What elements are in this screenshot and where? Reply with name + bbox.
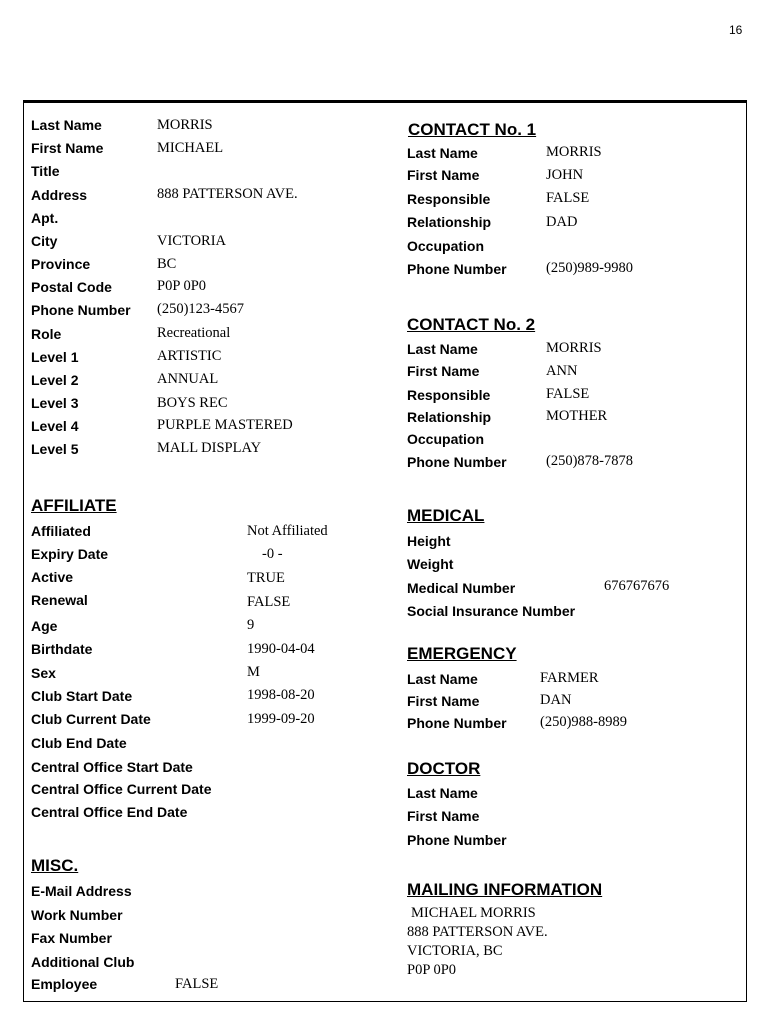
mailing-line-city-province: VICTORIA, BC bbox=[407, 943, 503, 959]
contact2-label-last-name: Last Name bbox=[407, 341, 478, 357]
contact2-label-relationship: Relationship bbox=[407, 409, 492, 425]
member-label-level-4: Level 4 bbox=[31, 418, 79, 434]
contact1-label-responsible: Responsible bbox=[407, 191, 491, 207]
contact2-value-first-name: ANN bbox=[546, 363, 578, 379]
member-label-role: Role bbox=[31, 326, 62, 342]
emergency-label-phone-number: Phone Number bbox=[407, 715, 507, 731]
member-label-level-2: Level 2 bbox=[31, 372, 79, 388]
contact1-label-occupation: Occupation bbox=[407, 238, 485, 254]
mailing-line-street: 888 PATTERSON AVE. bbox=[407, 924, 548, 940]
affiliate-label-central-office-end-date: Central Office End Date bbox=[31, 804, 188, 820]
frame-right-border bbox=[746, 100, 747, 1002]
member-label-title: Title bbox=[31, 163, 60, 179]
misc-label-fax-number: Fax Number bbox=[31, 930, 112, 946]
misc-heading: MISC. bbox=[31, 856, 79, 875]
emergency-label-last-name: Last Name bbox=[407, 671, 478, 687]
member-label-level-1: Level 1 bbox=[31, 349, 79, 365]
contact1-value-responsible: FALSE bbox=[546, 190, 590, 206]
doctor-label-last-name: Last Name bbox=[407, 785, 478, 801]
misc-label-additional-club: Additional Club bbox=[31, 954, 135, 970]
affiliate-label-active: Active bbox=[31, 569, 74, 585]
member-label-address: Address bbox=[31, 187, 88, 203]
contact1-value-last-name: MORRIS bbox=[546, 144, 602, 160]
frame-top-border bbox=[23, 100, 747, 103]
member-value-address: 888 PATTERSON AVE. bbox=[157, 186, 298, 202]
member-value-level-3: BOYS REC bbox=[157, 395, 228, 411]
emergency-heading: EMERGENCY bbox=[407, 644, 517, 663]
contact2-label-first-name: First Name bbox=[407, 363, 480, 379]
mailing-line-name: MICHAEL MORRIS bbox=[411, 905, 536, 921]
contact2-value-relationship: MOTHER bbox=[546, 408, 608, 424]
affiliate-heading: AFFILIATE bbox=[31, 496, 117, 515]
medical-label-height: Height bbox=[407, 533, 451, 549]
contact2-heading: CONTACT No. 2 bbox=[407, 315, 536, 334]
emergency-value-phone-number: (250)988-8989 bbox=[540, 714, 627, 730]
member-value-phone-number: (250)123-4567 bbox=[157, 301, 244, 317]
affiliate-label-expiry-date: Expiry Date bbox=[31, 546, 109, 562]
medical-heading: MEDICAL bbox=[407, 506, 485, 525]
contact1-heading: CONTACT No. 1 bbox=[408, 120, 537, 139]
affiliate-label-birthdate: Birthdate bbox=[31, 641, 93, 657]
member-label-level-3: Level 3 bbox=[31, 395, 79, 411]
mailing-heading: MAILING INFORMATION bbox=[407, 880, 603, 899]
affiliate-value-birthdate: 1990-04-04 bbox=[247, 641, 315, 657]
page-number: 16 bbox=[729, 23, 743, 37]
affiliate-label-club-start-date: Club Start Date bbox=[31, 688, 133, 704]
doctor-label-first-name: First Name bbox=[407, 808, 480, 824]
member-value-province: BC bbox=[157, 256, 177, 272]
affiliate-label-renewal: Renewal bbox=[31, 592, 88, 608]
member-value-level-4: PURPLE MASTERED bbox=[157, 417, 293, 433]
affiliate-label-age: Age bbox=[31, 618, 58, 634]
affiliate-value-renewal: FALSE bbox=[247, 594, 291, 610]
frame-left-border bbox=[23, 100, 24, 1002]
affiliate-label-central-office-current-date: Central Office Current Date bbox=[31, 781, 212, 797]
member-value-role: Recreational bbox=[157, 325, 231, 341]
contact1-label-relationship: Relationship bbox=[407, 214, 492, 230]
emergency-value-first-name: DAN bbox=[540, 692, 572, 708]
contact1-value-relationship: DAD bbox=[546, 214, 578, 230]
medical-label-weight: Weight bbox=[407, 556, 454, 572]
affiliate-label-sex: Sex bbox=[31, 665, 56, 681]
contact2-label-responsible: Responsible bbox=[407, 387, 491, 403]
affiliate-value-active: TRUE bbox=[247, 570, 285, 586]
misc-value-employee: FALSE bbox=[175, 976, 219, 992]
affiliate-label-club-current-date: Club Current Date bbox=[31, 711, 151, 727]
member-value-first-name: MICHAEL bbox=[157, 140, 224, 156]
emergency-value-last-name: FARMER bbox=[540, 670, 599, 686]
affiliate-value-club-start-date: 1998-08-20 bbox=[247, 687, 315, 703]
affiliate-value-age: 9 bbox=[247, 617, 255, 633]
member-label-phone-number: Phone Number bbox=[31, 302, 131, 318]
member-label-first-name: First Name bbox=[31, 140, 104, 156]
misc-label-email-address: E-Mail Address bbox=[31, 883, 132, 899]
member-value-level-1: ARTISTIC bbox=[157, 348, 222, 364]
contact2-value-phone-number: (250)878-7878 bbox=[546, 453, 633, 469]
medical-label-social-insurance-number: Social Insurance Number bbox=[407, 603, 576, 619]
misc-label-employee: Employee bbox=[31, 976, 98, 992]
medical-value-medical-number: 676767676 bbox=[604, 578, 670, 594]
contact1-value-phone-number: (250)989-9980 bbox=[546, 260, 633, 276]
affiliate-value-expiry-date: -0 - bbox=[262, 546, 283, 562]
member-label-city: City bbox=[31, 233, 58, 249]
affiliate-label-affiliated: Affiliated bbox=[31, 523, 91, 539]
affiliate-value-club-current-date: 1999-09-20 bbox=[247, 711, 315, 727]
member-value-city: VICTORIA bbox=[157, 233, 227, 249]
member-value-postal-code: P0P 0P0 bbox=[157, 278, 207, 294]
affiliate-label-central-office-start-date: Central Office Start Date bbox=[31, 759, 193, 775]
contact1-label-first-name: First Name bbox=[407, 167, 480, 183]
member-label-last-name: Last Name bbox=[31, 117, 102, 133]
member-label-level-5: Level 5 bbox=[31, 441, 79, 457]
contact1-value-first-name: JOHN bbox=[546, 167, 584, 183]
doctor-heading: DOCTOR bbox=[407, 759, 481, 778]
member-label-apt: Apt. bbox=[31, 210, 59, 226]
emergency-label-first-name: First Name bbox=[407, 693, 480, 709]
frame-bottom-border bbox=[23, 1001, 747, 1002]
affiliate-value-sex: M bbox=[247, 664, 260, 680]
doctor-label-phone-number: Phone Number bbox=[407, 832, 507, 848]
contact2-label-occupation: Occupation bbox=[407, 431, 485, 447]
misc-label-work-number: Work Number bbox=[31, 907, 123, 923]
member-label-province: Province bbox=[31, 256, 91, 272]
member-value-level-5: MALL DISPLAY bbox=[157, 440, 262, 456]
member-label-postal-code: Postal Code bbox=[31, 279, 112, 295]
contact2-value-last-name: MORRIS bbox=[546, 340, 602, 356]
member-value-last-name: MORRIS bbox=[157, 117, 213, 133]
affiliate-value-affiliated: Not Affiliated bbox=[247, 523, 328, 539]
medical-label-medical-number: Medical Number bbox=[407, 580, 516, 596]
mailing-line-postal-code: P0P 0P0 bbox=[407, 962, 457, 978]
contact1-label-phone-number: Phone Number bbox=[407, 261, 507, 277]
contact2-label-phone-number: Phone Number bbox=[407, 454, 507, 470]
affiliate-label-club-end-date: Club End Date bbox=[31, 735, 127, 751]
member-value-level-2: ANNUAL bbox=[157, 371, 219, 387]
contact1-label-last-name: Last Name bbox=[407, 145, 478, 161]
contact2-value-responsible: FALSE bbox=[546, 386, 590, 402]
